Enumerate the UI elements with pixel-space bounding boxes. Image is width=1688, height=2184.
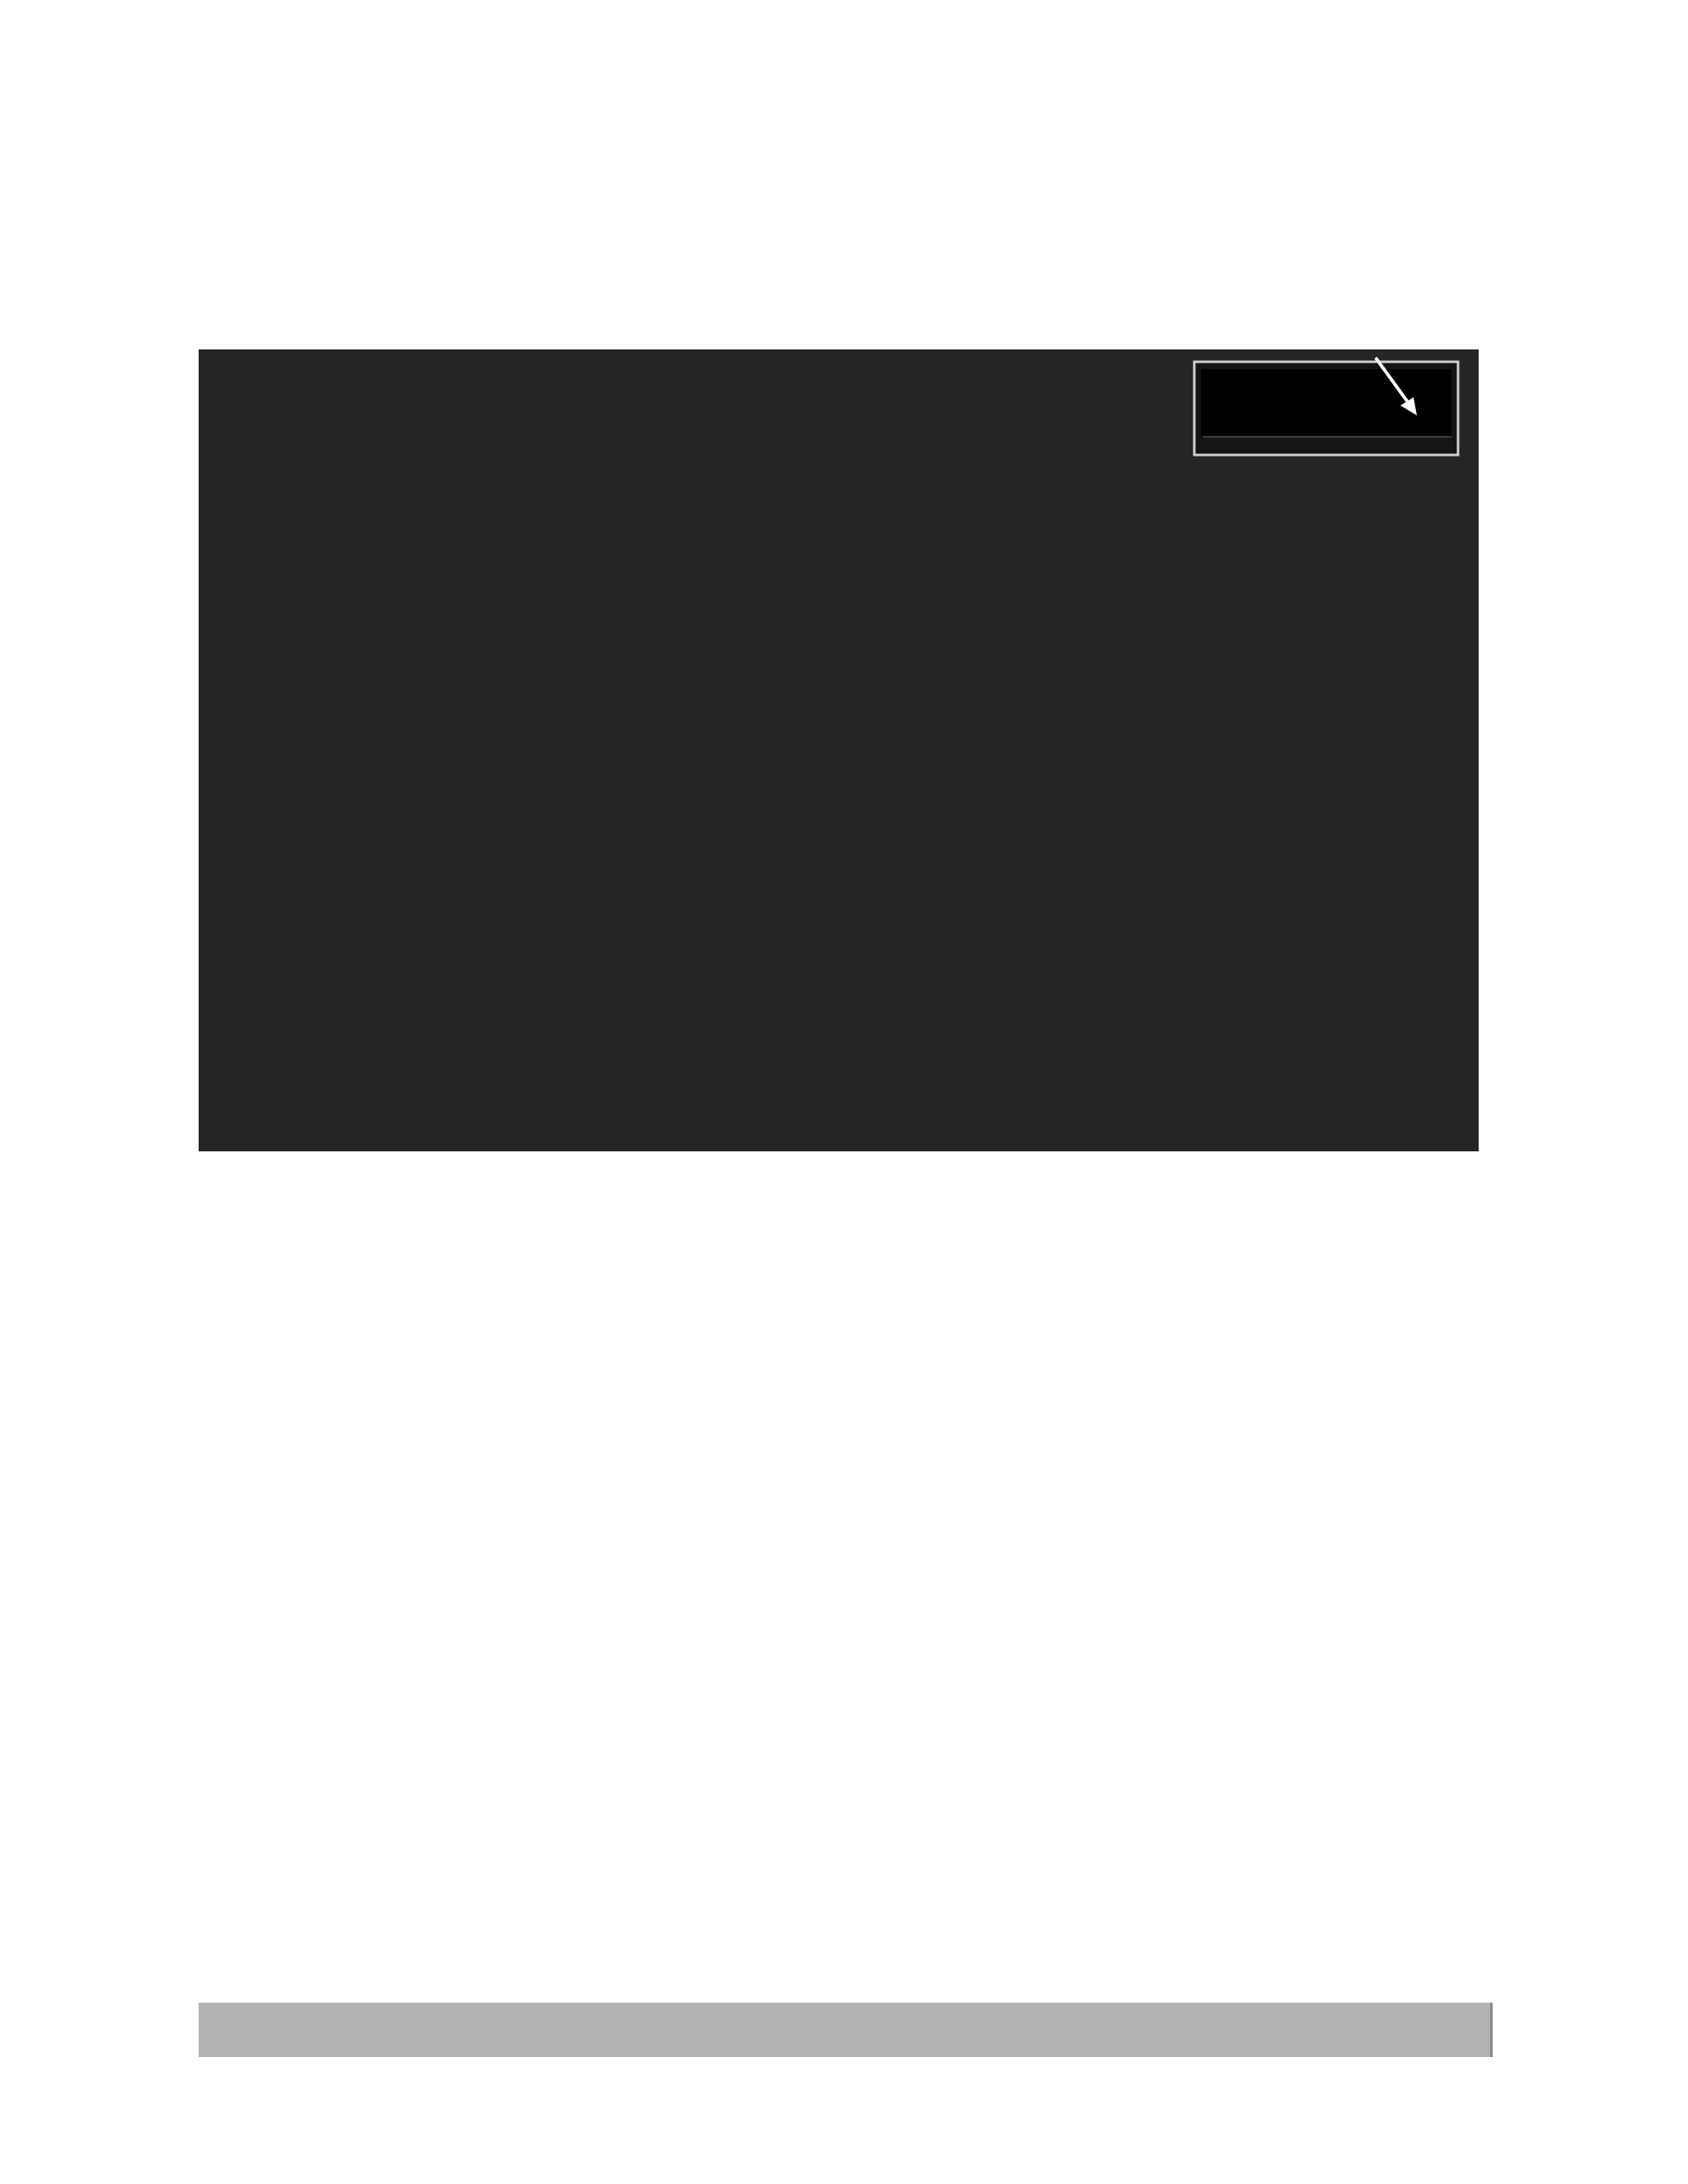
footer-tagline (199, 2003, 1490, 2004)
network-graph (199, 349, 1479, 1151)
histogram-legend (1194, 358, 1458, 455)
footer-banner (199, 2003, 1493, 2057)
network-figure (199, 349, 1479, 1151)
